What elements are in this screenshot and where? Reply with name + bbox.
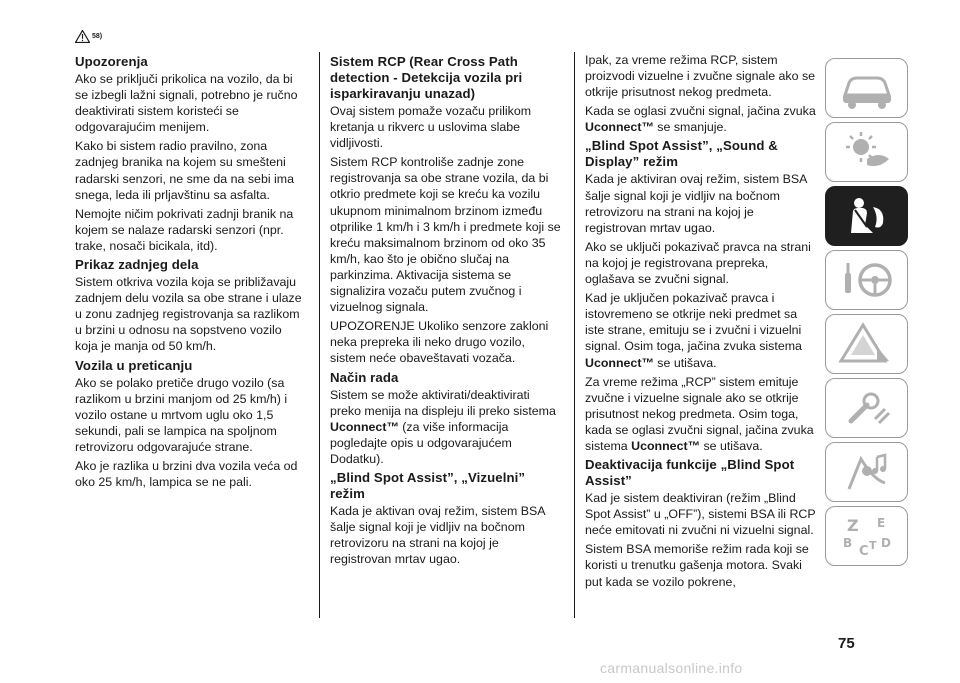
paragraph: Ako se uključi pokazivač pravca na strani na kojoj je registrovana prepreka, oglašava se zvučni signal. xyxy=(585,239,811,287)
paragraph: UPOZORENJE Ukoliko senzore zakloni neka prepreka ili neko drugo vozilo, sistem neće obaveštavati vozača. xyxy=(330,319,549,366)
safety-airbag-icon xyxy=(837,193,897,239)
warning-triangle-icon xyxy=(837,321,897,367)
tab-index[interactable] xyxy=(825,506,908,566)
paragraph: Ako se priključi prikolica na vozilo, da bi se izbegli lažni signali, potrebno je ručno deaktivirati sistem koristeći se odgovarajućim menijem. xyxy=(75,72,298,135)
brand-name: Uconnect™ xyxy=(585,355,654,370)
tab-safety[interactable] xyxy=(825,186,908,246)
section-heading: Sistem RCP (Rear Cross Path detection - Detekcija vozila pri isparkiravanju unazad) xyxy=(330,54,523,101)
paragraph-text: se utišava. xyxy=(653,355,717,370)
section-heading: Prikaz zadnjeg dela xyxy=(75,257,199,273)
tab-dashboard[interactable] xyxy=(825,58,908,118)
section-heading: Deaktivacija funkcije „Blind Spot Assist” xyxy=(585,457,795,489)
paragraph-text: Kad je uključen pokazivač pravca i istovremeno se otkrije neki predmet sa iste strane, emituju se i zvučni i vizuelni signal. Osim toga, jačina zvuka sistema xyxy=(585,291,802,354)
paragraph: Ovaj sistem pomaže vozaču prilikom kretanja u rikverc u uslovima slabe vidljivosti. xyxy=(330,104,532,151)
paragraph-text: Kada se oglasi zvučni signal, jačina zvuka xyxy=(585,104,816,119)
service-tools-icon xyxy=(837,385,897,431)
lights-icon xyxy=(837,129,897,175)
multimedia-icon xyxy=(837,449,897,495)
car-dashboard-icon xyxy=(837,65,897,111)
paragraph-text: Za vreme režima „RCP” sistem emituje zvučne i vizuelne signale ako se otkrije prisutnost nekog predmeta. Osim toga, kada se oglasi zvučni signal, jačina zvuka sistema xyxy=(585,374,814,453)
index-letter: B xyxy=(842,536,852,550)
paragraph-text: se smanjuje. xyxy=(653,120,727,135)
paragraph: Ako je razlika u brzini dva vozila veća od oko 25 km/h, lampica se ne pali. xyxy=(75,458,298,490)
section-heading: Vozila u preticanju xyxy=(75,357,193,373)
text-column-left xyxy=(75,52,307,493)
paragraph xyxy=(585,290,817,370)
index-letter: D xyxy=(880,536,891,550)
brand-name: Uconnect™ xyxy=(585,120,654,135)
paragraph: Sistem RCP kontroliše zadnje zone registrovanja sa obe strane vozila, da bi otkrio predmete koji se kreću ka vozilu ukupnom minimalnom brzinom između otprilike 1 km/h i 3 km/h i predmete koji se kreću maksimalnom brzinom od oko 35 km/h, kao što je obično slučaj na parkinzima. Aktivacija sistema se signalizira vozaču putem zvučnog i vizuelnog signala. xyxy=(330,155,561,315)
warning-ref-number: 58) xyxy=(92,32,103,40)
paragraph: Sistem BSA memoriše režim rada koji se koristi u trenutku gašenja motora. Svaki put kada se vozilo pokrene, xyxy=(585,542,809,589)
tab-lights[interactable] xyxy=(825,122,908,182)
paragraph-text: se utišava. xyxy=(700,438,763,453)
brand-name: Uconnect™ xyxy=(330,419,399,434)
tab-maintenance[interactable] xyxy=(825,378,908,438)
section-heading: „Blind Spot Assist”, „Vizuelni” režim xyxy=(330,469,526,501)
paragraph: Kada je aktivan ovaj režim, sistem BSA šalje signal koji je vidljiv na bočnom retrovizoru na strani na kojoj je registrovan mrtav ugao. xyxy=(330,503,545,567)
index-letter: C xyxy=(858,544,869,559)
section-heading: „Blind Spot Assist”, „Sound & Display” režim xyxy=(585,138,778,170)
paragraph xyxy=(585,103,817,135)
paragraph: Kako bi sistem radio pravilno, zona zadnjeg branika na kojem su smešteni radarski senzori, ne sme da na sebi ima snega, leda ili prljavštinu sa asfalta. xyxy=(75,139,295,202)
chapter-sidebar xyxy=(825,58,908,570)
tab-multimedia[interactable] xyxy=(825,442,908,502)
paragraph: Nemojte ničim pokrivati zadnji branik na kojem se nalaze radarski senzori (npr. trake, nosači bicikala, itd). xyxy=(75,206,294,253)
tab-emergency[interactable] xyxy=(825,314,908,374)
warning-reference xyxy=(75,28,102,44)
column-divider xyxy=(574,52,575,618)
paragraph: Ako se polako pretiče drugo vozilo (sa razlikom u brzini manjom od 25 km/h) i vozilo ostane u mrtvom uglu oko 1,5 sekundi, pali se lampica na spoljnom retrovizoru odgovarajuće strane. xyxy=(75,375,288,454)
index-letter: Z xyxy=(846,516,859,535)
page-number: 75 xyxy=(838,635,855,652)
column-divider xyxy=(319,52,320,618)
alphabetical-index-icon xyxy=(837,513,897,559)
text-column-right xyxy=(585,52,817,593)
watermark: carmanualsonline.info xyxy=(600,660,743,676)
index-letter: E xyxy=(876,516,885,530)
text-column-middle xyxy=(330,52,562,570)
brand-name: Uconnect™ xyxy=(631,438,700,453)
paragraph: Ipak, za vreme režima RCP, sistem proizvodi vizuelne i zvučne signale ako se otkrije prisutnost nekog predmeta. xyxy=(585,53,816,100)
paragraph-text: (za više informacija pogledajte opis u odgovarajućem Dodatku). xyxy=(330,419,512,466)
index-letter: T xyxy=(868,539,877,552)
paragraph: Kada je aktiviran ovaj režim, sistem BSA šalje signal koji je vidljiv na bočnom retrovizoru na strani na kojoj je registrovan mrtav ugao. xyxy=(585,172,807,235)
paragraph: Sistem otkriva vozila koja se približavaju zadnjem delu vozila sa obe strane i ulaze u zonu zadnjeg registrovanja sa razlikom u brzini u odnosu na sopstveno vozilo koja je manja od 50 km/h. xyxy=(75,275,302,354)
section-heading: Način rada xyxy=(330,369,399,385)
tab-starting-driving[interactable] xyxy=(825,250,908,310)
warning-triangle-icon xyxy=(75,30,90,43)
paragraph: Kad je sistem deaktiviran (režim „Blind Spot Assist” u „OFF”), sistemi BSA ili RCP neće emitovati ni zvučni ni vizuelni signal. xyxy=(585,491,816,538)
section-heading: Upozorenja xyxy=(75,54,148,69)
paragraph xyxy=(330,387,562,467)
paragraph-text: Sistem se može aktivirati/deaktivirati preko menija na displeju ili preko sistema xyxy=(330,387,556,418)
paragraph xyxy=(585,374,817,454)
key-steering-icon xyxy=(837,257,897,303)
